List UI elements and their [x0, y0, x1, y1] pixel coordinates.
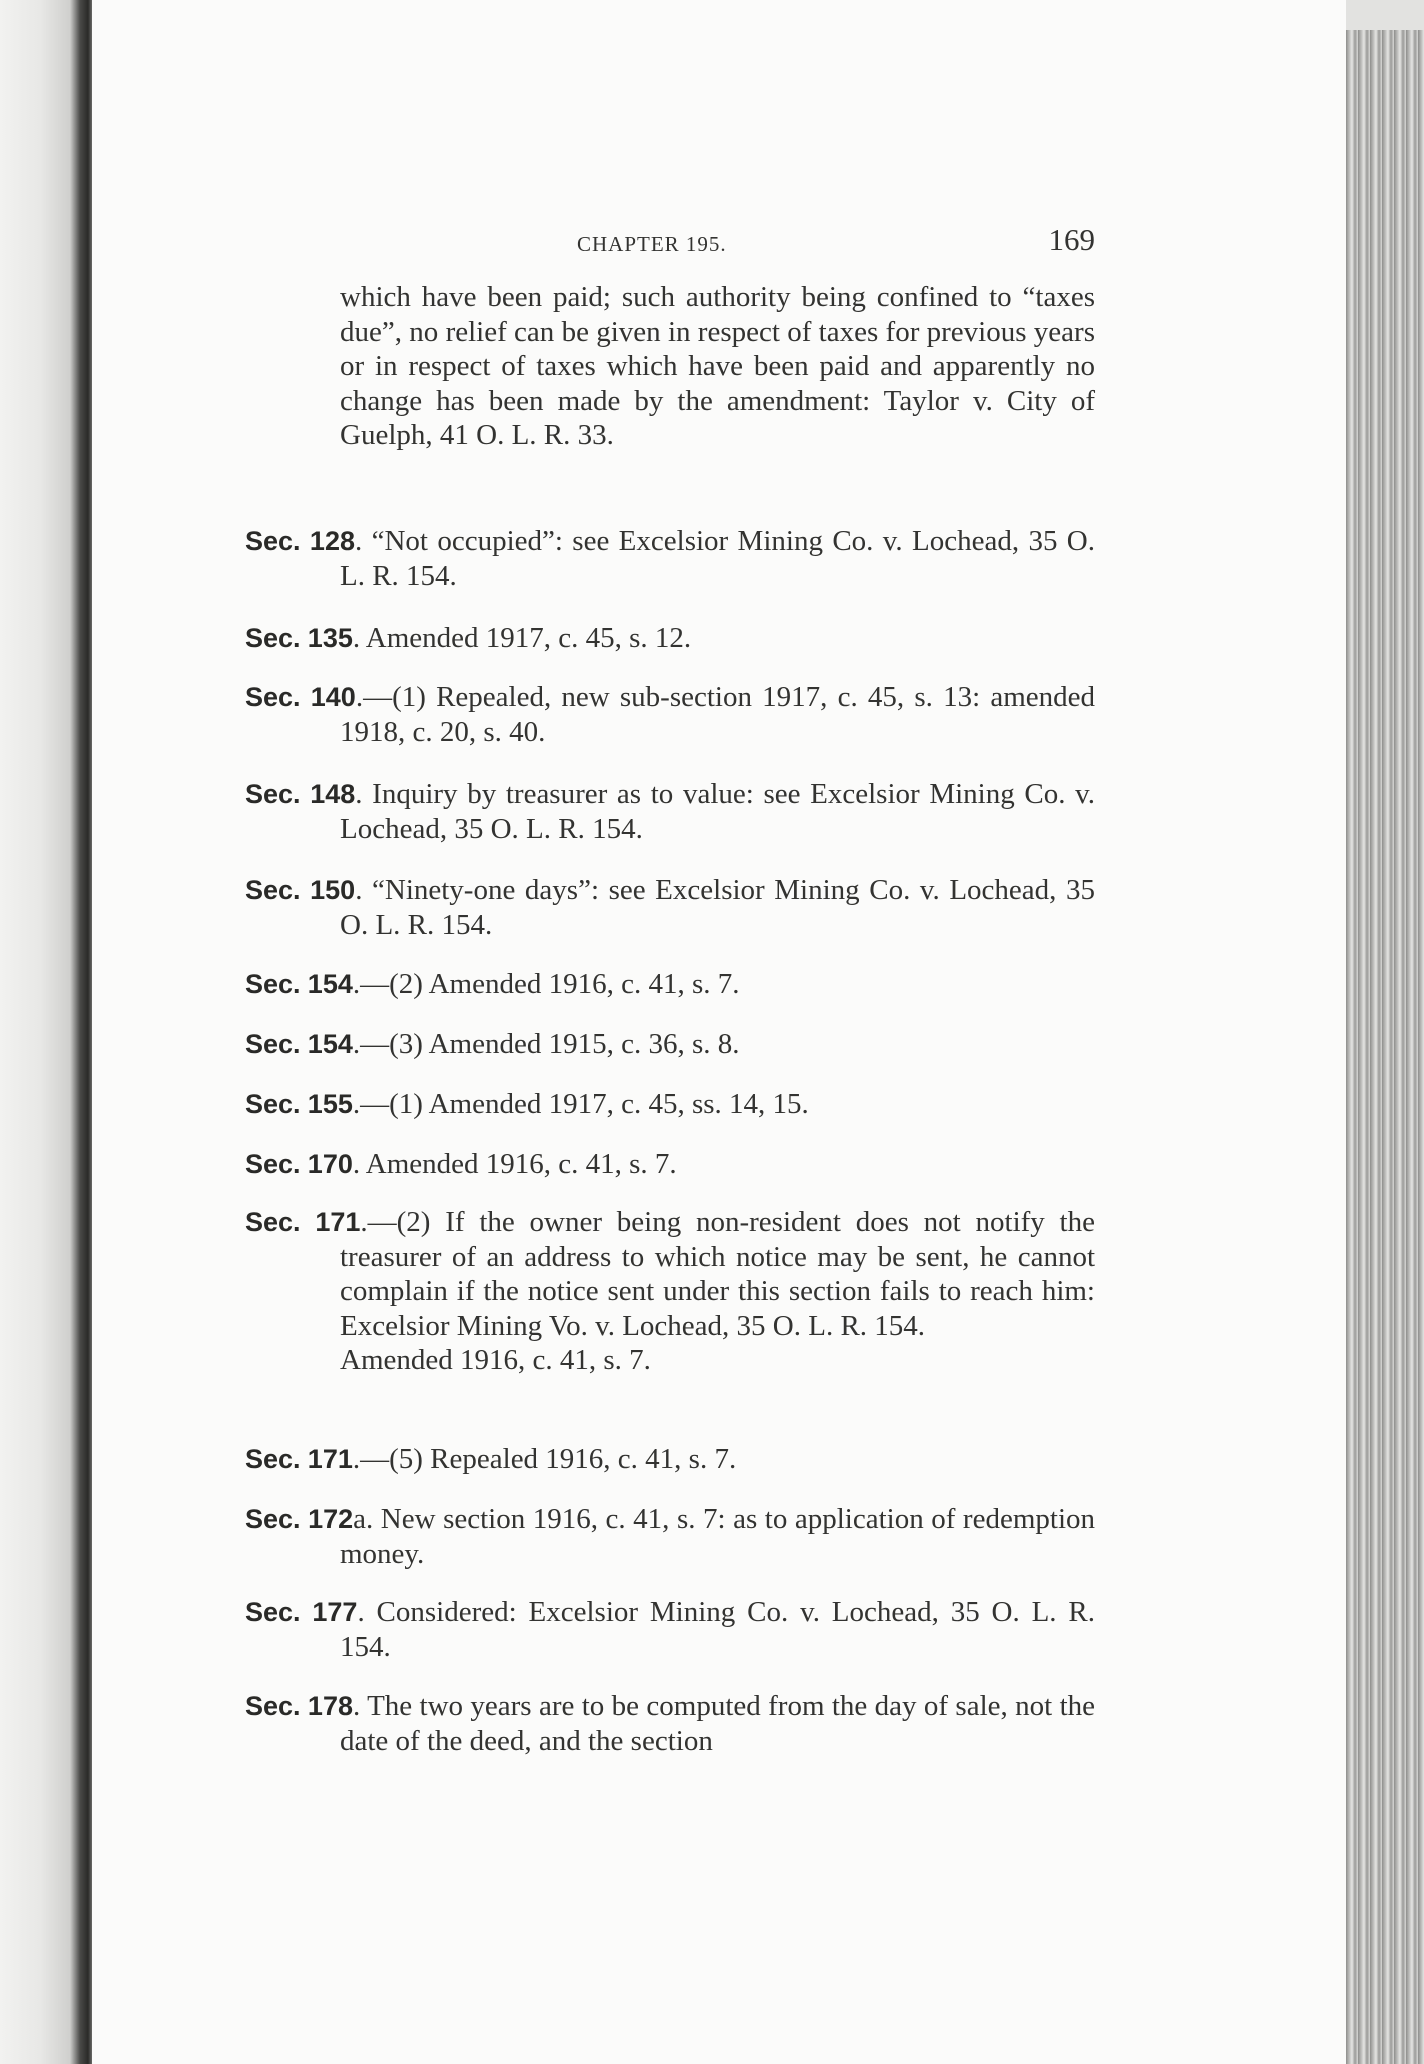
sec-label: Sec. — [245, 1597, 301, 1627]
section-entry — [245, 873, 1095, 942]
continuation-paragraph: which have been paid; such authority being confined to “taxes due”, no relief can be given in respect of taxes for previous years or in respect of taxes which have been paid and apparently no change has been made by the amendment: Taylor v. City of Guelph, 41 O. L. R. 33. — [340, 281, 1095, 451]
running-head — [245, 222, 1095, 262]
sec-label: Sec. — [245, 682, 301, 712]
sec-text: . Amended 1916, c. 41, s. 7. — [352, 1148, 677, 1180]
sec-label: Sec. — [245, 969, 301, 999]
sec-number: 150 — [310, 875, 356, 905]
sec-number: 135 — [307, 623, 353, 653]
sec-text: .—(3) Amended 1915, c. 36, s. 8. — [352, 1028, 740, 1060]
sec-text: . “Not occupied”: see Excelsior Mining Co. v. Lochead, 35 O. L. R. 154. — [340, 525, 1096, 592]
sec-number: 154 — [307, 1029, 353, 1059]
sec-label: Sec. — [245, 623, 301, 653]
section-entry — [245, 777, 1095, 846]
sec-text: . The two years are to be computed from the day of sale, not the date of the deed, and the section — [340, 1690, 1095, 1757]
sec-label: Sec. — [245, 1029, 301, 1059]
sec-text: .—(2) If the owner being non-resident does not notify the treasurer of an address to which notice may be sent, he cannot complain if the notice sent under this section fails to reach him: Excelsior Mining Vo. v. Lochead, 35 O. L. R. 154. — [340, 1206, 1095, 1342]
sec-text: . “Ninety-one days”: see Excelsior Mining Co. v. Lochead, 35 O. L. R. 154. — [340, 874, 1095, 941]
sec-amendment-note: Amended 1916, c. 41, s. 7. — [340, 1344, 651, 1376]
page-number: 169 — [1048, 222, 1095, 257]
sec-text: .—(2) Amended 1916, c. 41, s. 7. — [352, 968, 740, 1000]
sec-number: 171 — [307, 1444, 353, 1474]
sec-text: a. New section 1916, c. 41, s. 7: as to application of redemption money. — [340, 1503, 1095, 1570]
section-entry — [245, 1595, 1095, 1664]
sec-text: .—(5) Repealed 1916, c. 41, s. 7. — [352, 1443, 737, 1475]
left-binding-shadow — [0, 0, 92, 2064]
sec-number: 155 — [307, 1089, 353, 1119]
sec-number: 178 — [307, 1691, 353, 1721]
sec-label: Sec. — [245, 1504, 301, 1534]
sec-number: 172 — [308, 1504, 354, 1534]
sec-text: . Considered: Excelsior Mining Co. v. Lochead, 35 O. L. R. 154. — [340, 1596, 1095, 1663]
sec-label: Sec. — [245, 1444, 301, 1474]
sec-label: Sec. — [245, 779, 301, 809]
sec-label: Sec. — [245, 1149, 301, 1179]
section-entry — [245, 1147, 1095, 1182]
section-entry — [245, 1027, 1095, 1062]
section-entry — [245, 1442, 1095, 1477]
sec-number: 140 — [310, 682, 356, 712]
sec-number: 128 — [309, 526, 355, 556]
sec-number: 171 — [315, 1207, 361, 1237]
sec-number: 148 — [310, 779, 356, 809]
sec-number: 177 — [312, 1597, 358, 1627]
sec-label: Sec. — [245, 1691, 301, 1721]
section-entry — [245, 1502, 1095, 1571]
section-entry — [245, 524, 1095, 593]
section-entry — [245, 1689, 1095, 1758]
section-entry — [245, 967, 1095, 1002]
page-stack-edge — [1346, 30, 1424, 2064]
sec-number: 170 — [307, 1149, 353, 1179]
sec-text: .—(1) Amended 1917, c. 45, ss. 14, 15. — [352, 1088, 809, 1120]
sec-text: .—(1) Repealed, new sub-section 1917, c. 45, s. 13: amended 1918, c. 20, s. 40. — [340, 681, 1096, 748]
sec-text: . Amended 1917, c. 45, s. 12. — [352, 622, 692, 654]
chapter-heading: CHAPTER 195. — [577, 232, 727, 256]
section-entry — [245, 1205, 1095, 1378]
sec-label: Sec. — [245, 1207, 301, 1237]
sec-number: 154 — [307, 969, 353, 999]
sec-label: Sec. — [245, 1089, 301, 1119]
sec-label: Sec. — [245, 526, 301, 556]
sec-text: . Inquiry by treasurer as to value: see Excelsior Mining Co. v. Lochead, 35 O. L. R. 154. — [340, 778, 1095, 845]
section-entry — [245, 621, 1095, 656]
section-entry — [245, 1087, 1095, 1122]
section-entry — [245, 680, 1095, 749]
sec-label: Sec. — [245, 875, 301, 905]
right-edge-top — [1346, 0, 1424, 30]
